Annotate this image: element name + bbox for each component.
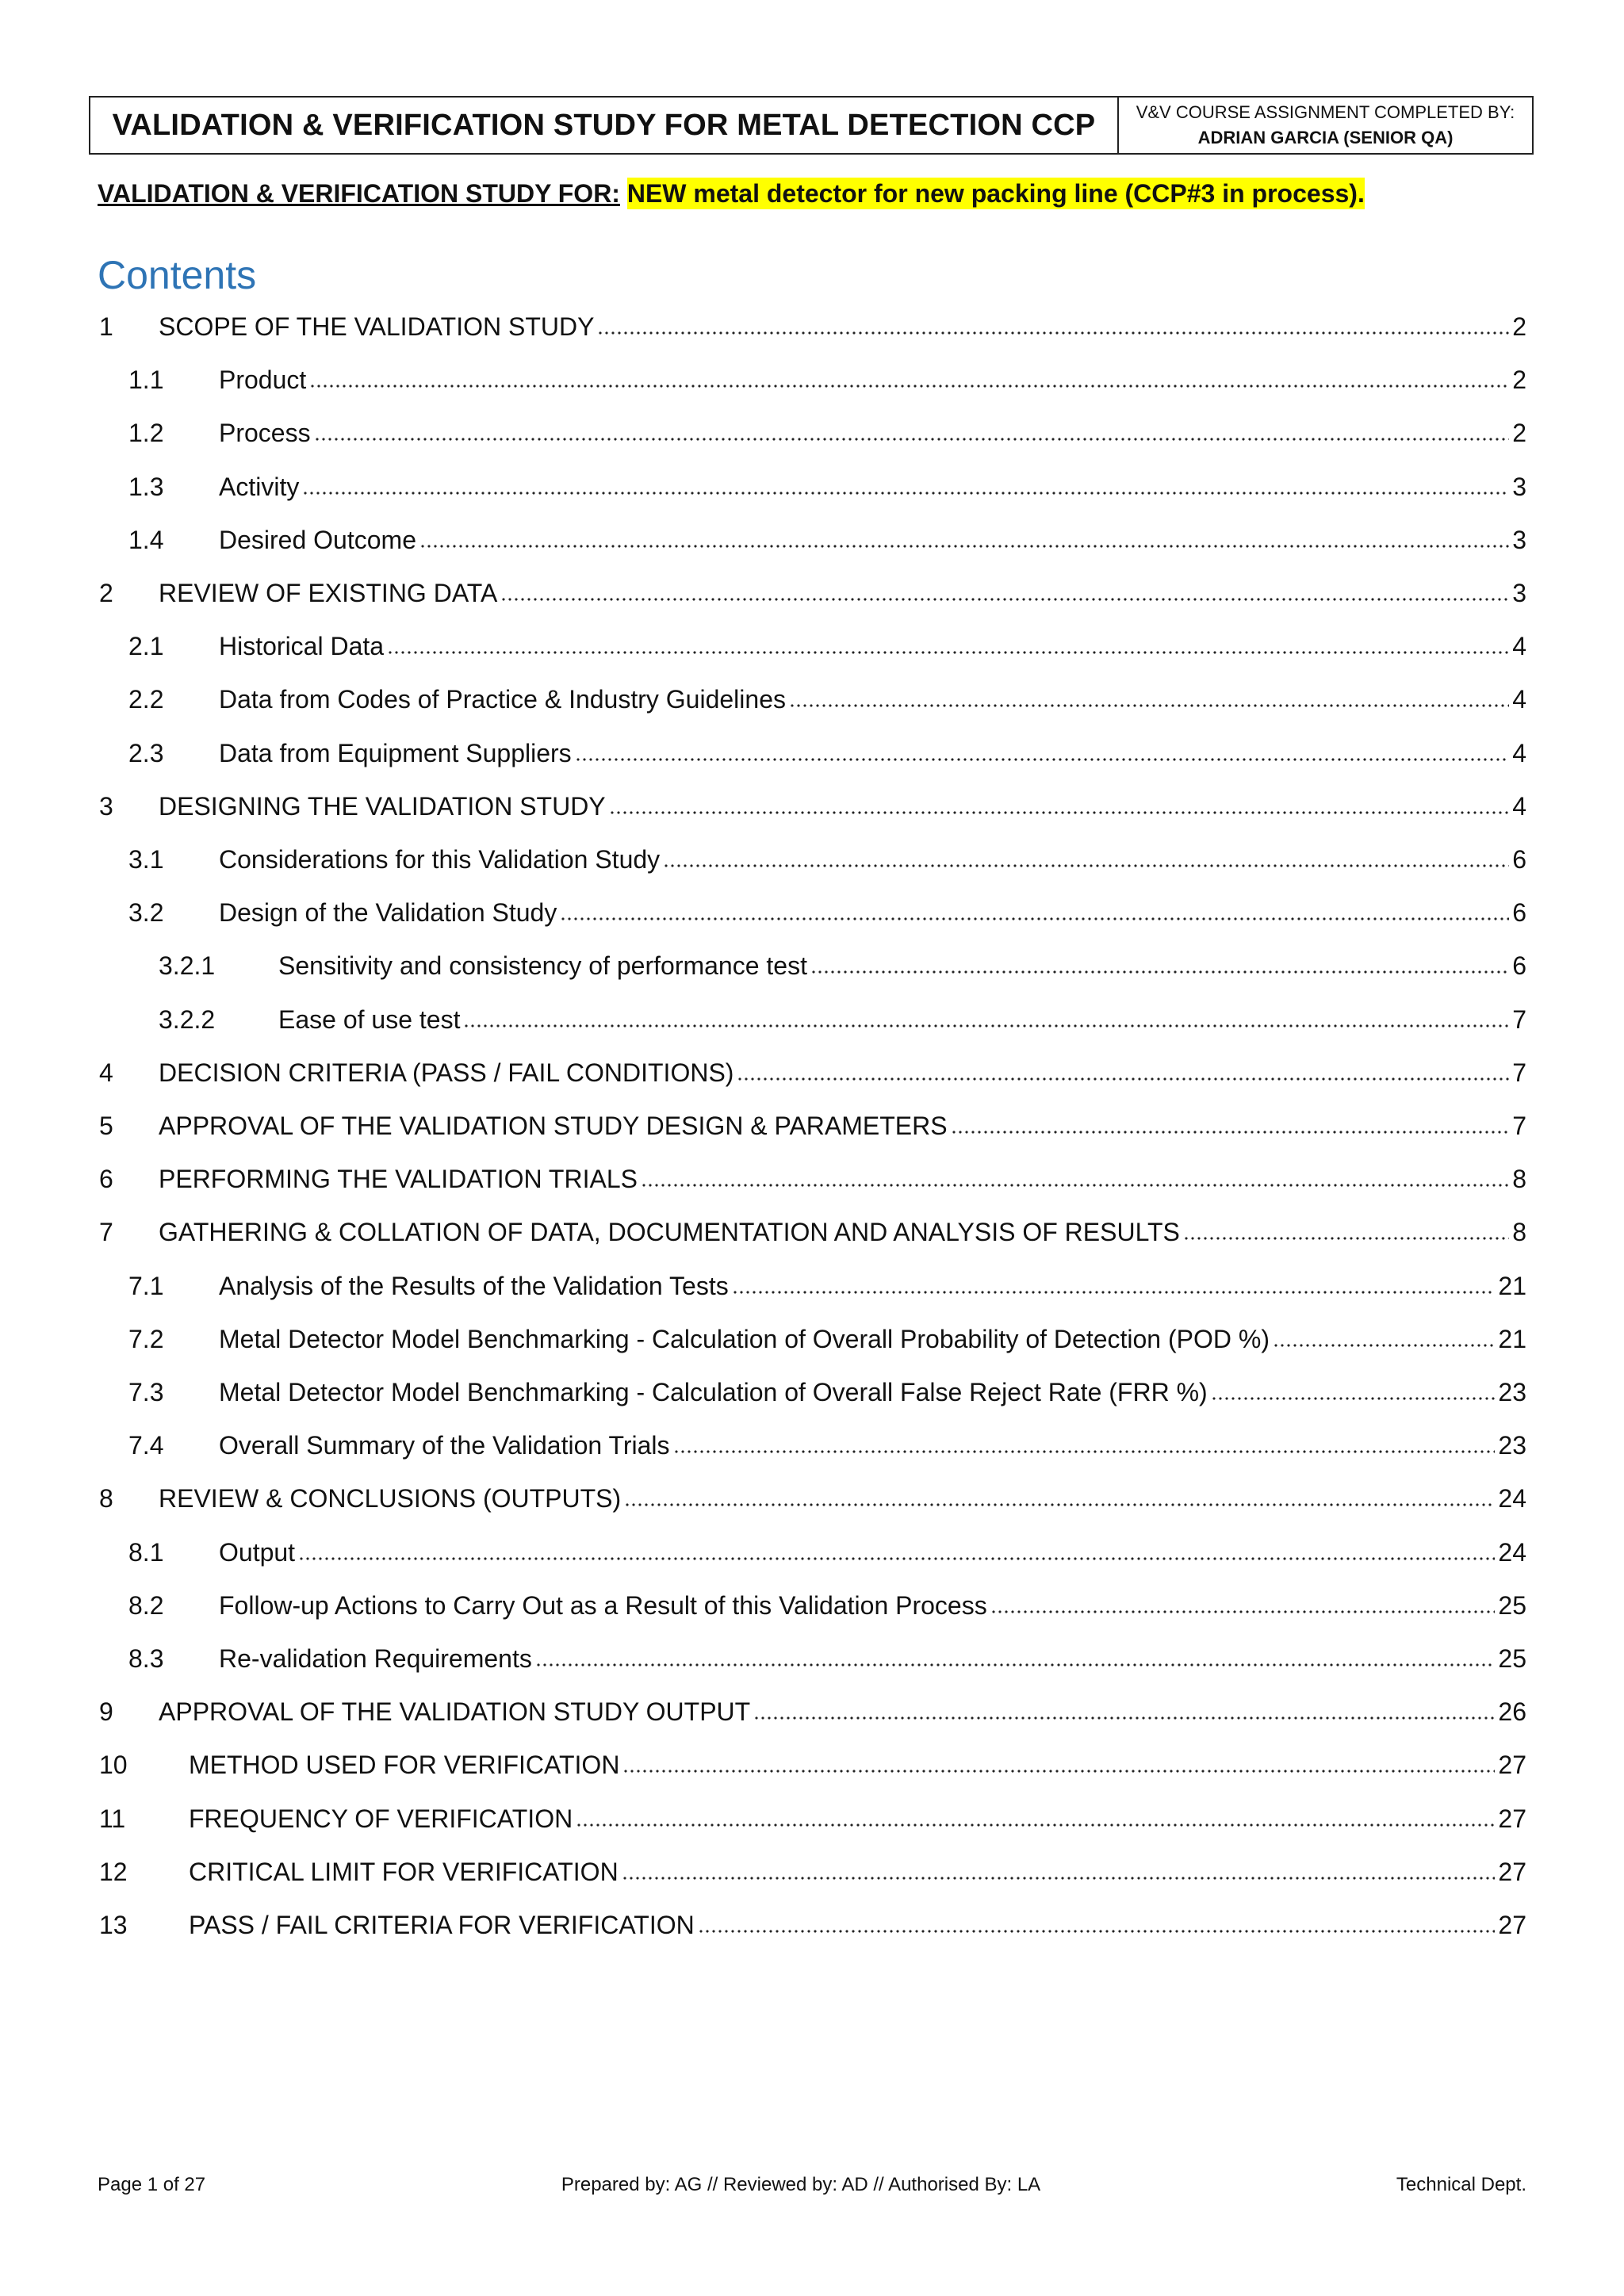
toc-entry-title: Metal Detector Model Benchmarking - Calculation of Overall Probability of Detection (POD %): [219, 1324, 1270, 1353]
toc-entry-title: Design of the Validation Study: [219, 898, 557, 928]
toc-entry-number: 3.2: [128, 898, 164, 928]
toc-entry-page: 6: [1512, 898, 1526, 928]
toc-entry-title: GATHERING & COLLATION OF DATA, DOCUMENTATION AND ANALYSIS OF RESULTS: [159, 1218, 1180, 1247]
toc-entry-page: 27: [1498, 1911, 1526, 1939]
toc-entry-page: 4: [1512, 685, 1526, 714]
toc-entry-title: Data from Codes of Practice & Industry Guidelines: [219, 685, 786, 714]
toc-entry-title: APPROVAL OF THE VALIDATION STUDY OUTPUT: [159, 1697, 751, 1727]
toc-dot-leader: [753, 1716, 1495, 1720]
toc-entry-number: 3: [99, 791, 113, 821]
toc-entry-title: FREQUENCY OF VERIFICATION: [189, 1804, 573, 1833]
toc-entry-page: 7: [1512, 1112, 1526, 1140]
toc-entry-number: 1.4: [128, 525, 164, 554]
toc-dot-leader: [309, 384, 1509, 388]
toc-dot-leader: [622, 1769, 1495, 1774]
toc-entry[interactable]: [128, 890, 1526, 928]
toc-entry[interactable]: [99, 1210, 1526, 1248]
toc-entry-number: 3.1: [128, 845, 164, 874]
toc-entry-title: CRITICAL LIMIT FOR VERIFICATION: [189, 1857, 619, 1886]
toc-entry[interactable]: [99, 784, 1526, 822]
toc-entry-page: 2: [1512, 365, 1526, 395]
toc-entry-title: Ease of use test: [278, 1004, 461, 1034]
toc-dot-leader: [575, 757, 1510, 762]
toc-entry-page: 7: [1512, 1058, 1526, 1087]
toc-entry-number: 2: [99, 579, 113, 607]
toc-entry[interactable]: [128, 1636, 1526, 1674]
toc-entry[interactable]: [99, 1689, 1526, 1728]
toc-entry-number: 8.3: [128, 1644, 164, 1673]
toc-entry-number: 11: [99, 1804, 126, 1833]
toc-entry-page: 27: [1498, 1751, 1526, 1780]
toc-dot-leader: [641, 1183, 1509, 1188]
toc-entry-title: Sensitivity and consistency of performance test: [278, 951, 807, 981]
toc-entry-page: 2: [1512, 312, 1526, 341]
toc-entry-number: 3.2.2: [159, 1004, 216, 1034]
toc-entry-title: Re-validation Requirements: [219, 1644, 532, 1673]
toc-entry-number: 2.1: [128, 632, 164, 661]
toc-entry[interactable]: [128, 731, 1526, 769]
toc-entry[interactable]: [99, 1157, 1526, 1195]
toc-dot-leader: [737, 1077, 1509, 1081]
toc-dot-leader: [673, 1449, 1496, 1454]
toc-entry-title: APPROVAL OF THE VALIDATION STUDY DESIGN & PARAMETERS: [159, 1112, 948, 1140]
toc-entry[interactable]: [99, 1476, 1526, 1514]
toc-entry[interactable]: [99, 1050, 1526, 1089]
toc-entry-title: Process: [219, 419, 311, 448]
toc-entry[interactable]: [128, 1317, 1526, 1355]
toc-entry-page: 3: [1512, 472, 1526, 501]
toc-dot-leader: [609, 810, 1510, 815]
toc-dot-leader: [663, 863, 1509, 868]
toc-entry-page: 25: [1498, 1590, 1526, 1620]
toc-entry[interactable]: [99, 571, 1526, 609]
toc-entry[interactable]: [99, 1850, 1526, 1888]
toc-dot-leader: [951, 1130, 1510, 1135]
study-subject-line: [98, 179, 1365, 209]
toc-entry-title: Overall Summary of the Validation Trials: [219, 1431, 670, 1460]
toc-dot-leader: [500, 597, 1509, 602]
toc-entry-title: Historical Data: [219, 632, 385, 661]
study-subject: NEW metal detector for new packing line (CCP#3 in process).: [626, 179, 1365, 208]
toc-entry-number: 1: [99, 312, 113, 341]
toc-entry-page: 7: [1512, 1004, 1526, 1034]
toc-entry-page: 4: [1512, 791, 1526, 821]
toc-entry-title: DECISION CRITERIA (PASS / FAIL CONDITIONS): [159, 1058, 734, 1087]
toc-entry[interactable]: [128, 518, 1526, 556]
toc-entry-title: Follow-up Actions to Carry Out as a Result of this Validation Process: [219, 1590, 987, 1620]
toc-entry-number: 3.2.1: [159, 951, 216, 981]
toc-dot-leader: [535, 1663, 1496, 1667]
toc-entry-number: 13: [99, 1911, 128, 1939]
toc-dot-leader: [1273, 1343, 1495, 1348]
toc-entry[interactable]: [99, 304, 1526, 342]
toc-entry-number: 6: [99, 1165, 113, 1194]
toc-entry-page: 8: [1512, 1218, 1526, 1247]
toc-entry-page: 4: [1512, 632, 1526, 661]
toc-entry[interactable]: [128, 1583, 1526, 1621]
toc-entry-title: Output: [219, 1537, 296, 1567]
completed-by-name: ADRIAN GARCIA (SENIOR QA): [1197, 128, 1454, 147]
toc-entry[interactable]: [128, 358, 1526, 396]
assignment-label: V&V COURSE ASSIGNMENT COMPLETED BY:: [1136, 102, 1515, 122]
toc-entry[interactable]: [128, 465, 1526, 503]
toc-entry-page: 21: [1498, 1271, 1526, 1300]
toc-entry-number: 7: [99, 1218, 113, 1247]
toc-entry-title: Metal Detector Model Benchmarking - Calculation of Overall False Reject Rate (FRR %): [219, 1378, 1208, 1406]
document-header: [89, 96, 1534, 155]
toc-entry-title: SCOPE OF THE VALIDATION STUDY: [159, 312, 595, 341]
toc-dot-leader: [732, 1290, 1496, 1295]
toc-entry-page: 26: [1498, 1697, 1526, 1727]
toc-entry-page: 6: [1512, 951, 1526, 981]
toc-entry-number: 4: [99, 1058, 113, 1087]
toc-entry-number: 5: [99, 1112, 113, 1140]
document-title: VALIDATION & VERIFICATION STUDY FOR METAL DETECTION CCP: [90, 98, 1119, 153]
toc-entry-number: 7.4: [128, 1431, 164, 1460]
toc-dot-leader: [576, 1823, 1495, 1827]
toc-entry[interactable]: [99, 1903, 1526, 1941]
toc-entry[interactable]: [159, 943, 1526, 982]
toc-entry-number: 7.1: [128, 1271, 164, 1300]
toc-dot-leader: [1211, 1396, 1496, 1401]
toc-entry-page: 27: [1498, 1857, 1526, 1886]
toc-dot-leader: [990, 1609, 1496, 1614]
toc-entry-number: 12: [99, 1857, 128, 1886]
signoff-line: Prepared by: AG // Reviewed by: AD // Authorised By: LA: [561, 2174, 1041, 2195]
toc-entry-title: Activity: [219, 472, 300, 501]
toc-dot-leader: [810, 970, 1509, 974]
toc-entry-page: 27: [1498, 1804, 1526, 1833]
toc-dot-leader: [622, 1876, 1496, 1881]
toc-entry-page: 23: [1498, 1378, 1526, 1406]
toc-entry[interactable]: [99, 1797, 1526, 1835]
toc-entry-number: 2.2: [128, 685, 164, 714]
toc-dot-leader: [298, 1556, 1495, 1561]
toc-entry[interactable]: [128, 837, 1526, 875]
toc-entry[interactable]: [128, 1423, 1526, 1461]
toc-entry[interactable]: [128, 411, 1526, 449]
toc-entry-number: 9: [99, 1697, 113, 1727]
toc-entry-title: PERFORMING THE VALIDATION TRIALS: [159, 1165, 638, 1194]
toc-entry[interactable]: [99, 1104, 1526, 1142]
toc-entry-page: 24: [1498, 1484, 1526, 1513]
toc-entry-title: REVIEW & CONCLUSIONS (OUTPUTS): [159, 1484, 622, 1513]
toc-entry-page: 4: [1512, 738, 1526, 767]
toc-entry-number: 7.2: [128, 1324, 164, 1353]
toc-entry-number: 8.2: [128, 1590, 164, 1620]
study-label: VALIDATION & VERIFICATION STUDY FOR:: [98, 179, 620, 208]
toc-dot-leader: [302, 491, 1509, 496]
toc-entry[interactable]: [128, 624, 1526, 662]
toc-entry-title: PASS / FAIL CRITERIA FOR VERIFICATION: [189, 1911, 695, 1939]
toc-entry[interactable]: [128, 677, 1526, 715]
toc-entry-page: 21: [1498, 1324, 1526, 1353]
toc-entry-number: 10: [99, 1751, 128, 1780]
toc-entry-title: REVIEW OF EXISTING DATA: [159, 579, 498, 607]
toc-entry[interactable]: [128, 1264, 1526, 1302]
toc-entry-page: 8: [1512, 1165, 1526, 1194]
toc-dot-leader: [1183, 1236, 1509, 1241]
toc-entry-page: 24: [1498, 1537, 1526, 1567]
contents-heading: Contents: [98, 253, 257, 297]
toc-entry-page: 25: [1498, 1644, 1526, 1673]
toc-entry-page: 3: [1512, 525, 1526, 554]
toc-entry-number: 1.3: [128, 472, 164, 501]
toc-entry-title: Analysis of the Results of the Validation Tests: [219, 1271, 729, 1300]
toc-entry-number: 1.1: [128, 365, 164, 395]
toc-dot-leader: [419, 544, 1509, 549]
toc-entry[interactable]: [128, 1370, 1526, 1408]
toc-dot-leader: [789, 703, 1509, 708]
toc-entry-number: 8: [99, 1484, 113, 1513]
toc-entry-number: 7.3: [128, 1378, 164, 1406]
toc-entry-title: Product: [219, 365, 307, 395]
toc-dot-leader: [314, 437, 1510, 442]
toc-entry-number: 1.2: [128, 419, 164, 448]
toc-dot-leader: [597, 331, 1509, 335]
toc-entry[interactable]: [159, 997, 1526, 1035]
toc-entry-page: 3: [1512, 579, 1526, 607]
toc-dot-leader: [387, 650, 1509, 655]
toc-entry-number: 8.1: [128, 1537, 164, 1567]
toc-dot-leader: [560, 916, 1509, 921]
toc-entry-page: 23: [1498, 1431, 1526, 1460]
toc-entry-title: METHOD USED FOR VERIFICATION: [189, 1751, 620, 1780]
toc-entry-number: 2.3: [128, 738, 164, 767]
toc-entry-page: 2: [1512, 419, 1526, 448]
toc-entry-title: DESIGNING THE VALIDATION STUDY: [159, 791, 606, 821]
department-label: Technical Dept.: [1396, 2174, 1526, 2195]
toc-entry[interactable]: [99, 1743, 1526, 1781]
toc-dot-leader: [463, 1024, 1509, 1028]
toc-entry-title: Considerations for this Validation Study: [219, 845, 661, 874]
toc-entry-title: Data from Equipment Suppliers: [219, 738, 572, 767]
toc-dot-leader: [698, 1929, 1496, 1934]
toc-dot-leader: [624, 1502, 1495, 1507]
toc-entry[interactable]: [128, 1530, 1526, 1568]
toc-entry-title: Desired Outcome: [219, 525, 416, 554]
page-footer: [98, 2174, 1526, 2196]
completed-by-box: [1119, 98, 1532, 153]
toc-entry-page: 6: [1512, 845, 1526, 874]
page-number: Page 1 of 27: [98, 2174, 206, 2195]
